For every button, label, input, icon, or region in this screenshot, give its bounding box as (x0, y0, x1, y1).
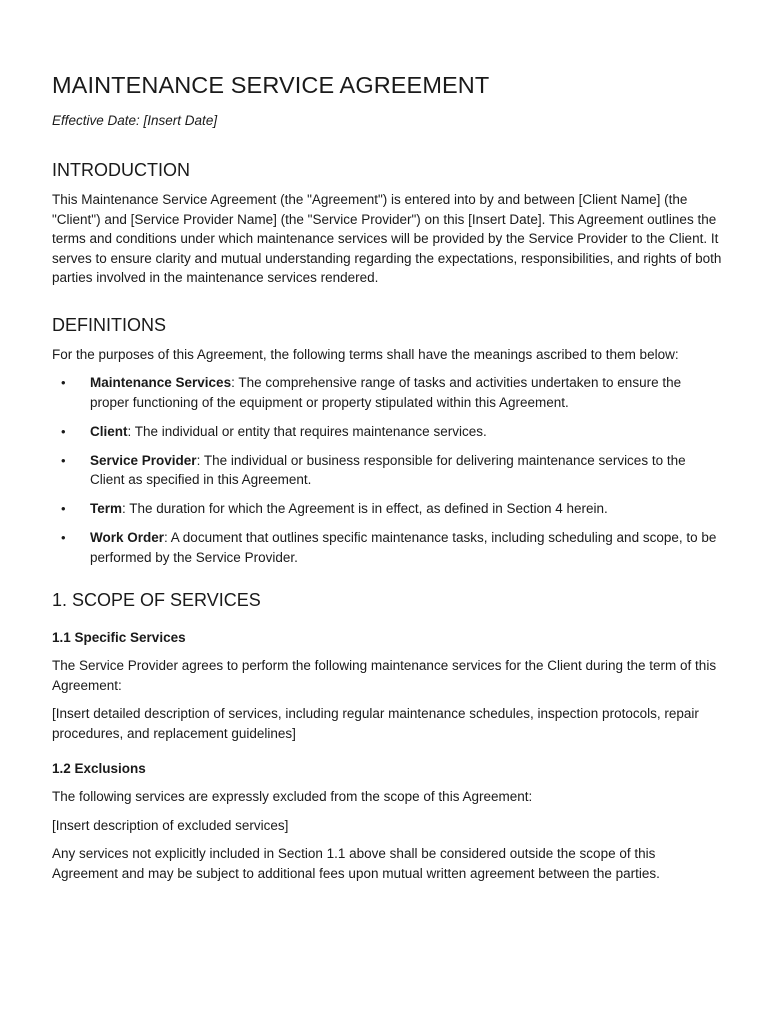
exclusions-paragraph: The following services are expressly excluded from the scope of this Agreement: (52, 789, 533, 804)
list-item (52, 451, 722, 490)
document-page (52, 70, 722, 883)
list-item (52, 499, 722, 519)
introduction-paragraph: This Maintenance Service Agreement (the "Agreement") is entered into by and between [Client Name] (the "Client") and [Service Provider Name] (the "Service Provider") on this [Insert Date]. This Agreement outlines the terms and conditions under which maintenance services will be provided by the Service Provider to the Client. It serves to ensure clarity and mutual understanding regarding the expectations, responsibilities, and rights of both parties involved in the maintenance services rendered. (52, 192, 722, 285)
list-item (52, 373, 722, 412)
bullet-icon: • (61, 530, 66, 545)
list-item (52, 528, 722, 567)
exclusions-note: Any services not explicitly included in Section 1.1 above shall be considered outside the scope of this Agreement and may be subject to additional fees upon mutual written agreement between the parties. (52, 846, 660, 881)
definition-text: : The duration for which the Agreement is in effect, as defined in Section 4 herein. (122, 501, 608, 516)
specific-services-paragraph: The Service Provider agrees to perform the following maintenance services for the Client during the term of this Agreement: (52, 658, 717, 693)
definition-term: Work Order (90, 530, 165, 545)
document-title: MAINTENANCE SERVICE AGREEMENT (52, 72, 490, 98)
specific-services-placeholder: [Insert detailed description of services, including regular maintenance schedules, inspection protocols, repair procedures, and replacement guidelines] (52, 706, 699, 741)
bullet-icon: • (61, 452, 66, 468)
definitions-heading: DEFINITIONS (52, 314, 167, 335)
exclusions-heading: 1.2 Exclusions (52, 761, 146, 776)
definition-term: Client (90, 423, 128, 439)
specific-services-heading: 1.1 Specific Services (52, 630, 186, 645)
bullet-icon: • (61, 501, 66, 516)
bullet-icon: • (61, 423, 66, 439)
definitions-intro: For the purposes of this Agreement, the following terms shall have the meanings ascribed to them below: (52, 346, 679, 362)
bullet-icon: • (61, 375, 66, 390)
definitions-list (52, 373, 722, 567)
definition-text: : The individual or entity that requires maintenance services. (127, 423, 487, 439)
definition-text: : A document that outlines specific maintenance tasks, including scheduling and scope, to be performed by the Service Provider. (90, 530, 717, 565)
definition-term: Service Provider (90, 452, 197, 468)
list-item (52, 422, 722, 442)
introduction-heading: INTRODUCTION (52, 160, 190, 180)
definition-term: Term (90, 501, 123, 516)
scope-heading: 1. SCOPE OF SERVICES (52, 590, 261, 610)
definition-term: Maintenance Services (90, 375, 232, 390)
effective-date: Effective Date: [Insert Date] (52, 113, 218, 128)
definition-text: : The individual or business responsible for delivering maintenance services to the Client as specified in this Agreement. (90, 452, 686, 487)
exclusions-placeholder: [Insert description of excluded services] (52, 817, 289, 833)
definition-text: : The comprehensive range of tasks and activities undertaken to ensure the proper functioning of the equipment or property stipulated within this Agreement. (90, 375, 682, 410)
